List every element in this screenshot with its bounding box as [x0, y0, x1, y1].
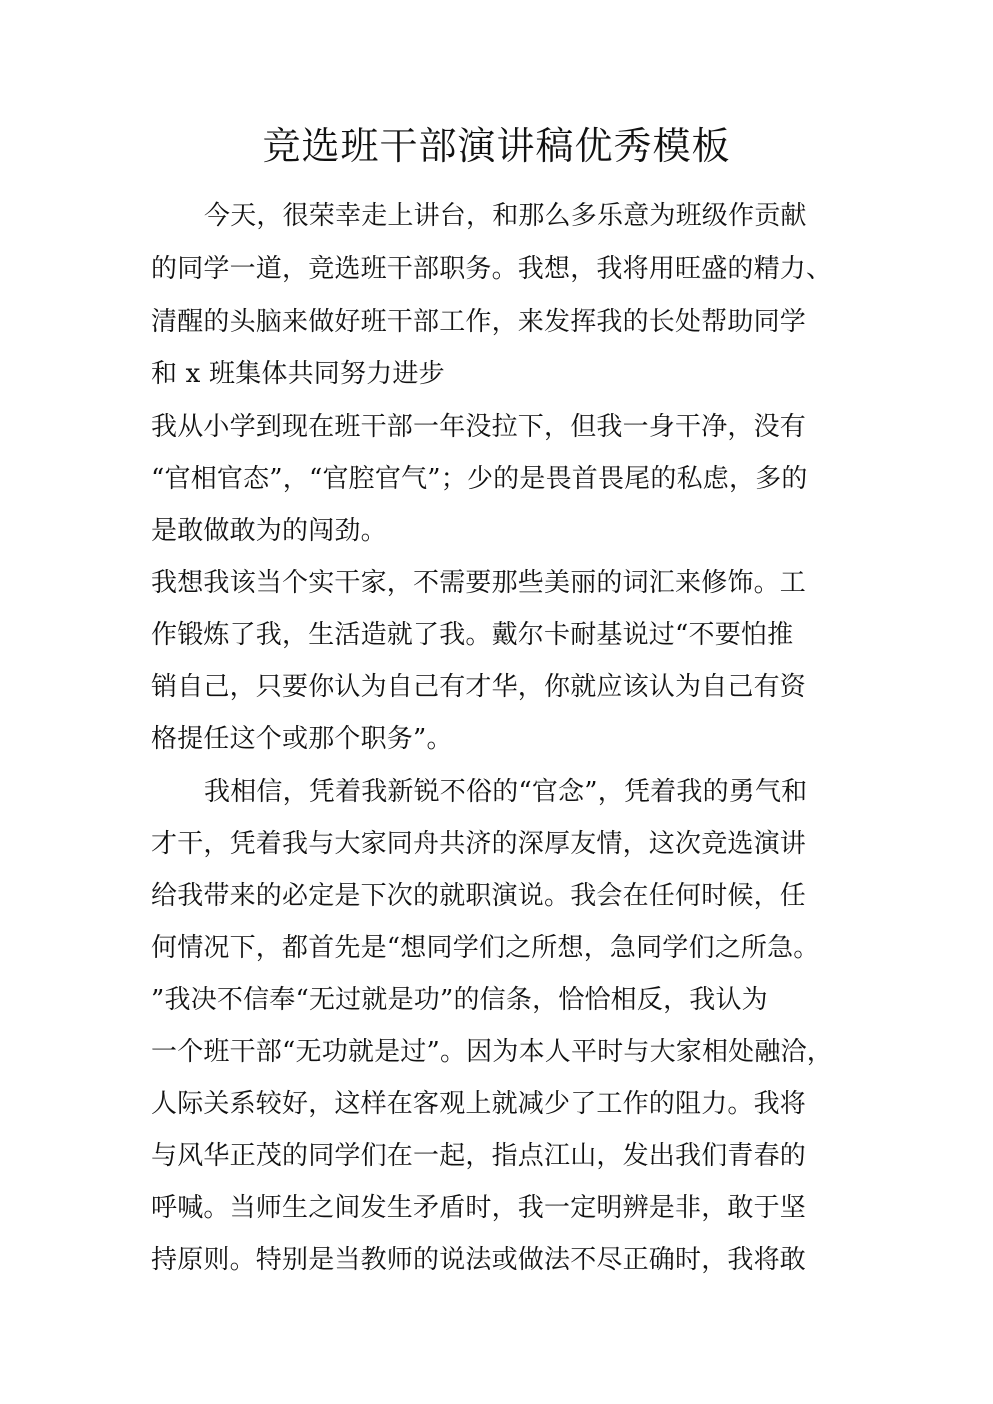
paragraph-line: 一个班干部“无功就是过”。因为本人平时与大家相处融洽，	[151, 1037, 833, 1067]
paragraph-line: 人际关系较好，这样在客观上就减少了工作的阻力。我将	[151, 1089, 807, 1119]
paragraph-line: 的同学一道，竞选班干部职务。我想，我将用旺盛的精力、	[151, 254, 833, 284]
paragraph-line: 持原则。特别是当教师的说法或做法不尽正确时，我将敢	[151, 1245, 807, 1275]
paragraph-line: 我从小学到现在班干部一年没拉下，但我一身干净，没有	[151, 412, 807, 442]
paragraph-line: ”我决不信奉“无过就是功”的信条，恰恰相反，我认为	[151, 985, 768, 1015]
paragraph-line: 与风华正茂的同学们在一起，指点江山，发出我们青春的	[151, 1141, 807, 1171]
paragraph-line: 清醒的头脑来做好班干部工作，来发挥我的长处帮助同学	[151, 307, 807, 337]
paragraph-line: 我相信，凭着我新锐不俗的“官念”，凭着我的勇气和	[204, 777, 808, 807]
document-title: 竞选班干部演讲稿优秀模板	[262, 124, 731, 168]
paragraph-line: 今天，很荣幸走上讲台，和那么多乐意为班级作贡献	[204, 201, 807, 231]
paragraph-line: 格提任这个或那个职务”。	[151, 724, 453, 754]
paragraph-line: 作锻炼了我，生活造就了我。戴尔卡耐基说过“不要怕推	[151, 620, 794, 650]
paragraph-line: 我想我该当个实干家，不需要那些美丽的词汇来修饰。工	[151, 568, 807, 598]
paragraph-line: 才干，凭着我与大家同舟共济的深厚友情，这次竞选演讲	[151, 829, 807, 859]
paragraph-line: 何情况下，都首先是“想同学们之所想，急同学们之所急。	[151, 933, 820, 963]
paragraph-line: 销自己，只要你认为自己有才华，你就应该认为自己有资	[151, 672, 807, 702]
paragraph-line: 是敢做敢为的闯劲。	[151, 516, 387, 546]
paragraph-line: 和 x 班集体共同努力进步	[151, 359, 445, 389]
paragraph-line: “官相官态”，“官腔官气”；少的是畏首畏尾的私虑，多的	[151, 464, 808, 494]
paragraph-line: 给我带来的必定是下次的就职演说。我会在任何时候，任	[151, 881, 807, 911]
paragraph-line: 呼喊。当师生之间发生矛盾时，我一定明辨是非，敢于坚	[151, 1193, 807, 1223]
